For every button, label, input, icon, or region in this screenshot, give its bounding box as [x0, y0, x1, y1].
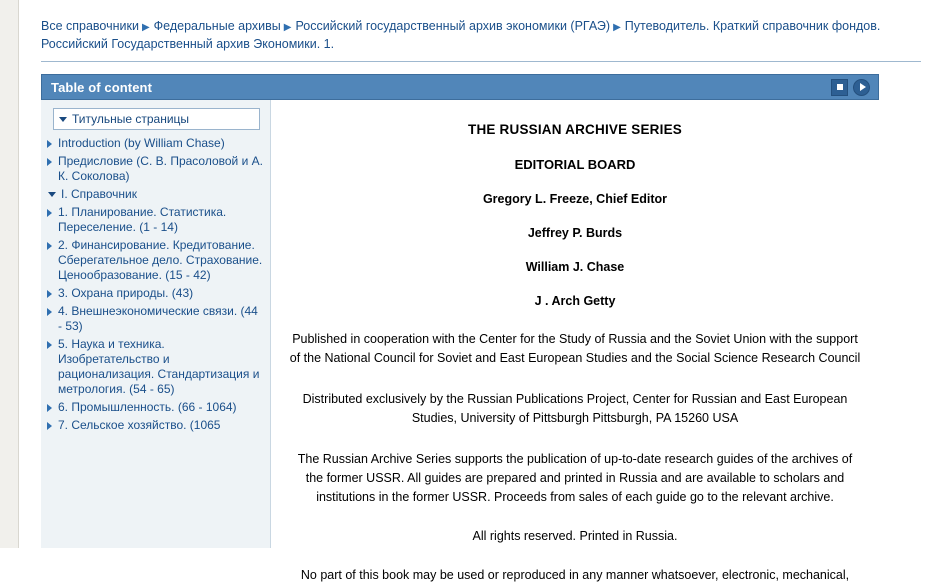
toc-item-label[interactable]: 5. Наука и техника. Изобретательство и рационализация. Стандартизация и метрология. (54 - 65): [58, 337, 260, 396]
play-glyph: [860, 83, 866, 91]
toc-item-label[interactable]: 4. Внешнеэкономические связи. (44 - 53): [58, 304, 258, 333]
toc-section-title-pages[interactable]: [53, 108, 260, 130]
caret-right-icon: [47, 290, 52, 298]
toc-sidebar: [41, 100, 271, 548]
toc-toolbar: [41, 74, 879, 100]
caret-right-icon: [47, 158, 52, 166]
toc-item[interactable]: [47, 304, 264, 334]
breadcrumb-item-0[interactable]: Все справочники: [41, 19, 139, 33]
toc-item-label[interactable]: 7. Сельское хозяйство. (1065: [58, 418, 221, 432]
toc-item-label[interactable]: Предисловие (С. В. Прасоловой и А. К. Соколова): [58, 154, 263, 183]
caret-right-icon: [47, 140, 52, 148]
toc-list: [47, 136, 264, 433]
breadcrumb-divider: [41, 61, 921, 62]
toc-item-label[interactable]: 1. Планирование. Статистика. Переселение. (1 - 14): [58, 205, 227, 234]
toc-item-label[interactable]: 6. Промышленность. (66 - 1064): [58, 400, 237, 414]
editor-name: William J. Chase: [525, 260, 625, 274]
toc-item[interactable]: [47, 136, 264, 151]
caret-right-icon: [47, 242, 52, 250]
caret-right-icon: [47, 308, 52, 316]
editor-name: Jeffrey P. Burds: [527, 226, 623, 240]
toc-section-title-label: Титульные страницы: [72, 112, 190, 126]
document-subtitle: EDITORIAL BOARD: [514, 157, 636, 172]
toc-item[interactable]: [47, 418, 264, 433]
caret-right-icon: [47, 422, 52, 430]
document-paragraph: Distributed exclusively by the Russian Publications Project, Center for Russian and East European Studies, University of Pittsburgh Pittsburgh, PA 15260 USA: [302, 392, 848, 425]
editor-name: Gregory L. Freeze, Chief Editor: [482, 192, 668, 206]
document-paragraph: No part of this book may be used or reproduced in any manner whatsoever, electronic, mechanical,: [300, 568, 850, 582]
document-paragraph: The Russian Archive Series supports the publication of up-to-date research guides of the archives of the former USSR. All guides are prepared and printed in Russia and are available to scholars and institutions in the former USSR. Proceeds from sales of each guide go to the relevant archive.: [297, 452, 853, 504]
chevron-right-icon: ▶: [283, 22, 292, 33]
editor-name: J . Arch Getty: [534, 294, 616, 308]
toc-item[interactable]: [47, 187, 264, 202]
document-content: [271, 100, 879, 582]
toc-item[interactable]: [47, 337, 264, 397]
content-body: [41, 100, 879, 582]
chevron-right-icon: ▶: [613, 22, 621, 33]
toc-item[interactable]: [47, 154, 264, 184]
stop-square-icon[interactable]: [831, 79, 848, 96]
caret-right-icon: [47, 341, 52, 349]
toc-item[interactable]: [47, 205, 264, 235]
toc-toolbar-title: Table of content: [51, 79, 153, 95]
breadcrumb-region: [19, 0, 935, 62]
document-paragraph: All rights reserved. Printed in Russia.: [472, 529, 678, 543]
toc-item[interactable]: [47, 286, 264, 301]
play-triangle-icon[interactable]: [853, 79, 870, 96]
caret-right-icon: [47, 209, 52, 217]
left-rail: [0, 0, 19, 548]
toc-item-label[interactable]: I. Справочник: [61, 187, 137, 201]
stop-glyph: [837, 84, 843, 90]
breadcrumb: [19, 18, 935, 59]
breadcrumb-item-1[interactable]: Федеральные архивы: [153, 19, 281, 33]
toc-toolbar-actions: [831, 79, 870, 96]
caret-right-icon: [47, 404, 52, 412]
toc-item-label[interactable]: 3. Охрана природы. (43): [58, 286, 194, 300]
toc-item-label[interactable]: Introduction (by William Chase): [58, 136, 225, 150]
caret-down-icon: [48, 192, 56, 197]
document-paragraph: Published in cooperation with the Center for the Study of Russia and the Soviet Union with the support of the National Council for Soviet and East European Studies and the Social Science Research Council: [289, 332, 861, 365]
caret-down-icon: [59, 117, 67, 122]
toc-item-label[interactable]: 2. Финансирование. Кредитование. Сберегательное дело. Страхование. Ценообразование. (15 - 42): [58, 238, 263, 282]
document-title: THE RUSSIAN ARCHIVE SERIES: [468, 122, 682, 137]
toc-item[interactable]: [47, 238, 264, 283]
breadcrumb-item-2[interactable]: Российский государственный архив экономики (РГАЭ): [295, 19, 611, 33]
chevron-right-icon: ▶: [141, 22, 150, 33]
breadcrumb-item-3[interactable]: Путеводитель. Краткий справочник фондов. Российский Государственный архив Экономики. 1.: [41, 19, 881, 51]
toc-item[interactable]: [47, 400, 264, 415]
